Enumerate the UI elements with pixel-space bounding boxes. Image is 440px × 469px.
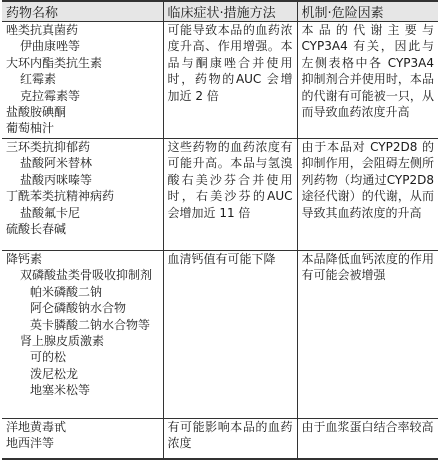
clinical-symptom-cell	[163, 251, 297, 419]
mechanism-text: 本品的代谢主要与CYP3A4 有关，因此与左侧表格中各 CYP3A4 抑制剂合并使用时，本品的代谢有可能被一只，从而导致血药浓度升高	[301, 23, 434, 120]
drug-name: 伊曲康唑等	[20, 39, 81, 54]
drug-name: 盐酸氟卡尼	[20, 205, 81, 220]
clinical-symptom-text: 血清钙值有可能下降	[167, 252, 276, 266]
drug-names-cell	[2, 251, 163, 419]
drug-name: 唑类抗真菌药	[6, 23, 79, 37]
mechanism-cell	[297, 139, 438, 251]
clinical-symptom-cell	[163, 419, 297, 459]
drug-name: 大环内酯类抗生素	[6, 55, 103, 70]
drug-names-cell	[2, 22, 163, 139]
drug-name: 三环类抗抑郁药	[6, 140, 91, 154]
drug-name: 可的松	[30, 350, 67, 365]
drug-name: 阿仑磷酸钠水合物	[30, 301, 127, 316]
drug-interaction-table	[2, 0, 438, 460]
clinical-symptom-cell	[163, 22, 297, 139]
drug-name: 英卡膦酸二钠水合物等	[30, 317, 151, 332]
drug-name: 帕米磷酸二钠	[30, 284, 103, 299]
drug-name: 盐酸胺碘酮	[6, 105, 67, 120]
drug-name: 降钙素	[6, 252, 43, 266]
clinical-symptom-text: 有可能影响本品的血药浓度	[167, 420, 293, 451]
header-clinical-symptoms: 临床症状·措施方法	[163, 1, 297, 22]
table-row	[2, 419, 438, 459]
drug-name: 红霉素	[20, 72, 57, 87]
drug-name: 葡萄柚汁	[6, 121, 55, 136]
drug-name: 盐酸丙咪嗪等	[20, 172, 93, 187]
mechanism-text: 由于血浆蛋白结合率较高	[301, 420, 434, 434]
mechanism-text: 本品降低血钙浓度的作用有可能会被增强	[301, 252, 434, 283]
clinical-symptom-cell	[163, 139, 297, 251]
drug-names-cell	[2, 419, 163, 459]
table-row	[2, 139, 438, 251]
header-mechanism: 机制·危险因素	[297, 1, 438, 22]
drug-name: 克拉霉素等	[20, 88, 81, 103]
table-header-row	[2, 1, 438, 22]
table-body	[2, 22, 438, 459]
drug-name: 肾上腺皮质激素	[20, 334, 105, 349]
clinical-symptom-text: 可能导致本品的血药浓度升高、作用增强。本品与酮康唑合并使用时，药物的AUC 会增加近 2 倍	[167, 23, 293, 103]
drug-name: 盐酸阿米替林	[20, 156, 93, 171]
clinical-symptom-text: 这些药物的血药浓度有可能升高。本品与氢溴酸右美沙芬合并使用时，右美沙芬的AUC 会增加近 11 倍	[167, 140, 293, 220]
drug-name: 双磷酸盐类骨吸收抑制剂	[20, 268, 153, 283]
header-drug-name: 药物名称	[2, 1, 163, 22]
mechanism-cell	[297, 251, 438, 419]
table-row	[2, 22, 438, 139]
drug-name: 泼尼松龙	[30, 366, 79, 381]
drug-name: 丁酰苯类抗精神病药	[6, 189, 115, 204]
table-row	[2, 251, 438, 419]
drug-name: 硫酸长春碱	[6, 222, 67, 237]
mechanism-cell	[297, 22, 438, 139]
drug-names-cell	[2, 139, 163, 251]
drug-name: 地塞米松等	[30, 383, 91, 398]
mechanism-text: 由于本品对 CYP2D8 的抑制作用，会阻碍左侧所列药物（均通过CYP2D8 途径代谢）的代谢，从而导致其血药浓度的升高	[301, 140, 434, 220]
mechanism-cell	[297, 419, 438, 459]
drug-name: 地西泮等	[6, 436, 55, 451]
drug-name: 洋地黄毒甙	[6, 420, 67, 434]
